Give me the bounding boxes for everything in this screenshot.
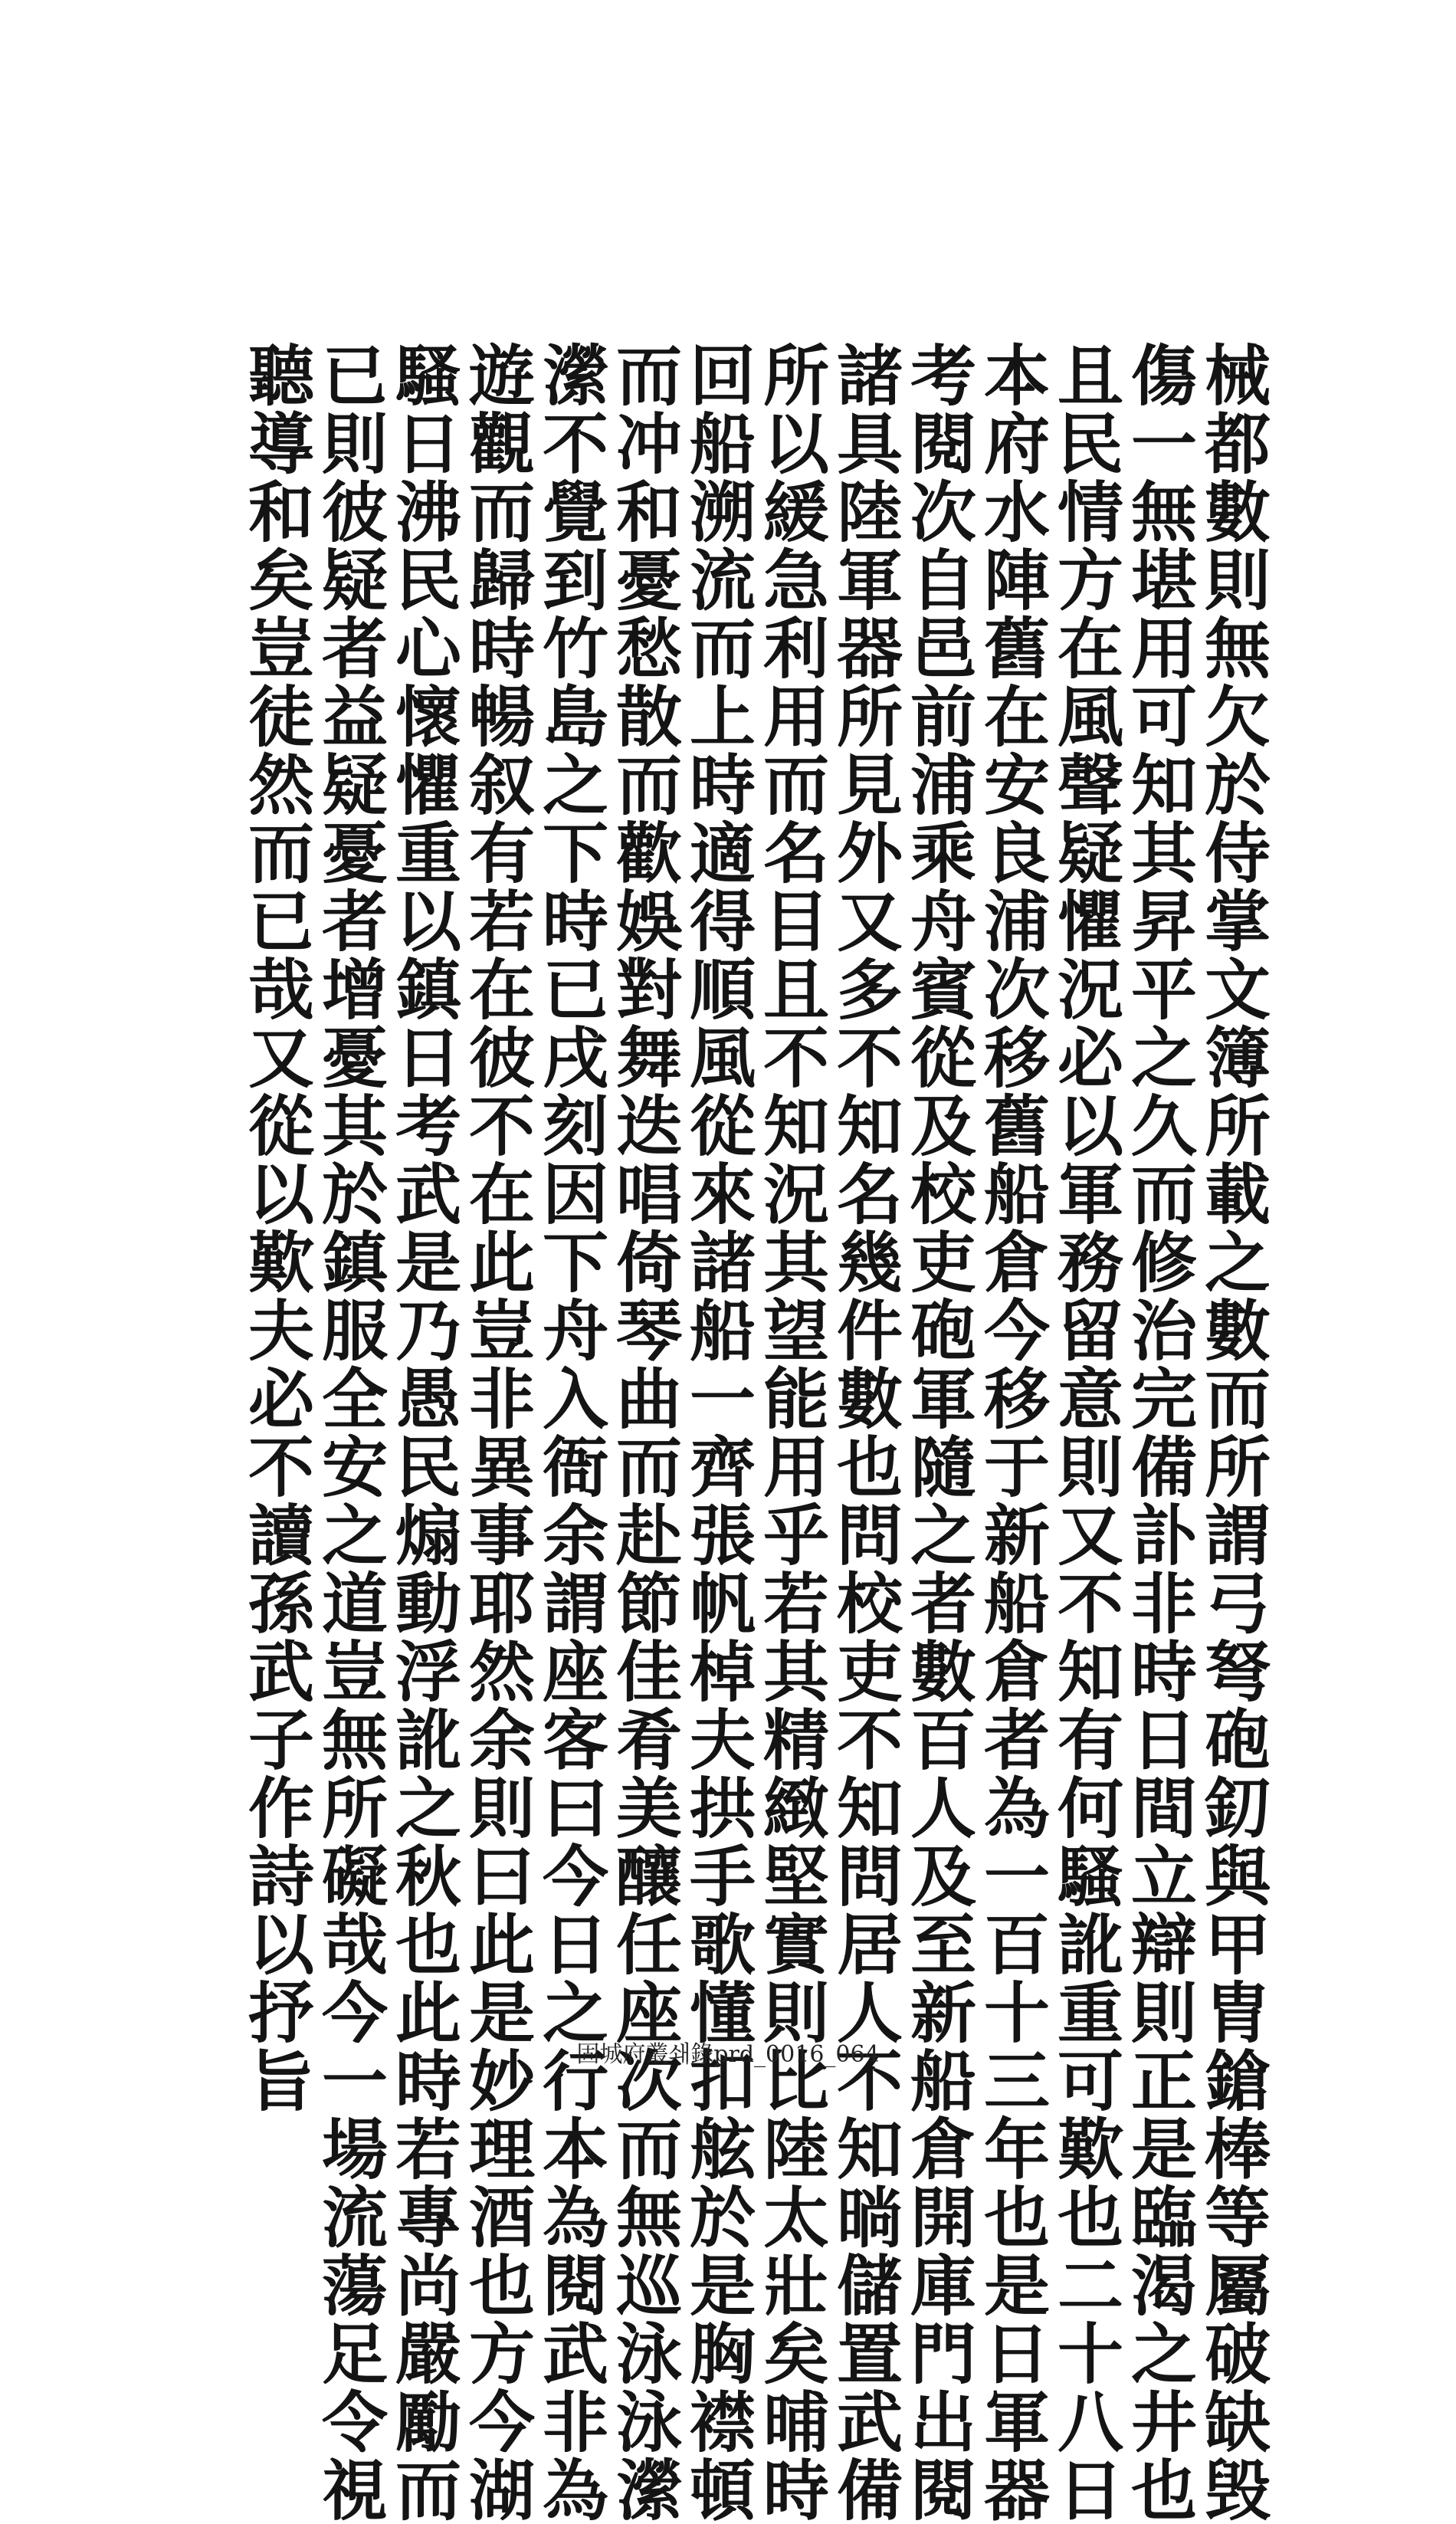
page-footer-label: 固城府叢쇄錄prd_0016_064 [576,2041,880,2068]
text-column-3: 且民情方在風聲疑懼況必以軍務留意則又不知有何騷訛重可歎也二十八日 [1046,341,1123,2524]
text-column-4: 本府水陣舊在安良浦次移舊船倉今移于新船倉者為一百十三年也是日軍器 [972,341,1050,2524]
text-column-6: 諸具陸軍器所見外又多不知名幾件數也問校吏不知問居人不知㫾儲置武備 [825,341,903,2524]
text-column-8: 回船溯流而上時適得順風從來諸船一齊張帆棹夫拱手歌懂扣舷於是胸襟頓 [678,341,756,2524]
text-column-5: 考閱次自邑前浦乘舟賓從及校吏砲軍隨之者數百人及至新船倉開庫門出閱 [899,341,976,2524]
text-column-2: 傷一無堪用可知其昇平之久而修治完備訃非時日間立辯則正是臨渴之井也 [1120,341,1197,2524]
text-column-12: 騷日沸民心懷懼重以鎮日考武是乃愚民煽動浮訛之秋也此時若專尚嚴勵而 [384,341,461,2524]
text-column-11: 遊觀而歸時暢叙有若在彼不在此豈非異事耶然余則曰此是妙理酒也方今湖 [457,341,535,2524]
text-column-7: 所以緩急利用而名目且不知況其望能用乎若其精緻堅實則比陸太壯矣晡時 [752,341,829,2524]
text-column-13: 已則彼疑者益疑憂者增憂其於鎮服全安之道豈無所礙哉今一場流蕩足令視 [310,341,388,2524]
text-column-9: 而冲和憂愁散而歡娛對舞迭唱倚琴曲而赴節佳肴美釀任座次而無巡泳泳瀠 [605,341,682,2524]
text-column-1: 械都數則無欠於侍掌文簿所載之數而所謂弓弩砲釖與甲胄鎗棒等屬破缺毁 [1193,341,1271,2524]
text-column-10: 瀠不覺到竹島之下時已戌刻因下舟入衙余謂座客曰今日之行本為閱武非為 [531,341,608,2524]
text-column-14: 聽導和矣豈徒然而已哉又從以歎夫必不讀孫武子作詩以抒旨 [237,341,314,2115]
